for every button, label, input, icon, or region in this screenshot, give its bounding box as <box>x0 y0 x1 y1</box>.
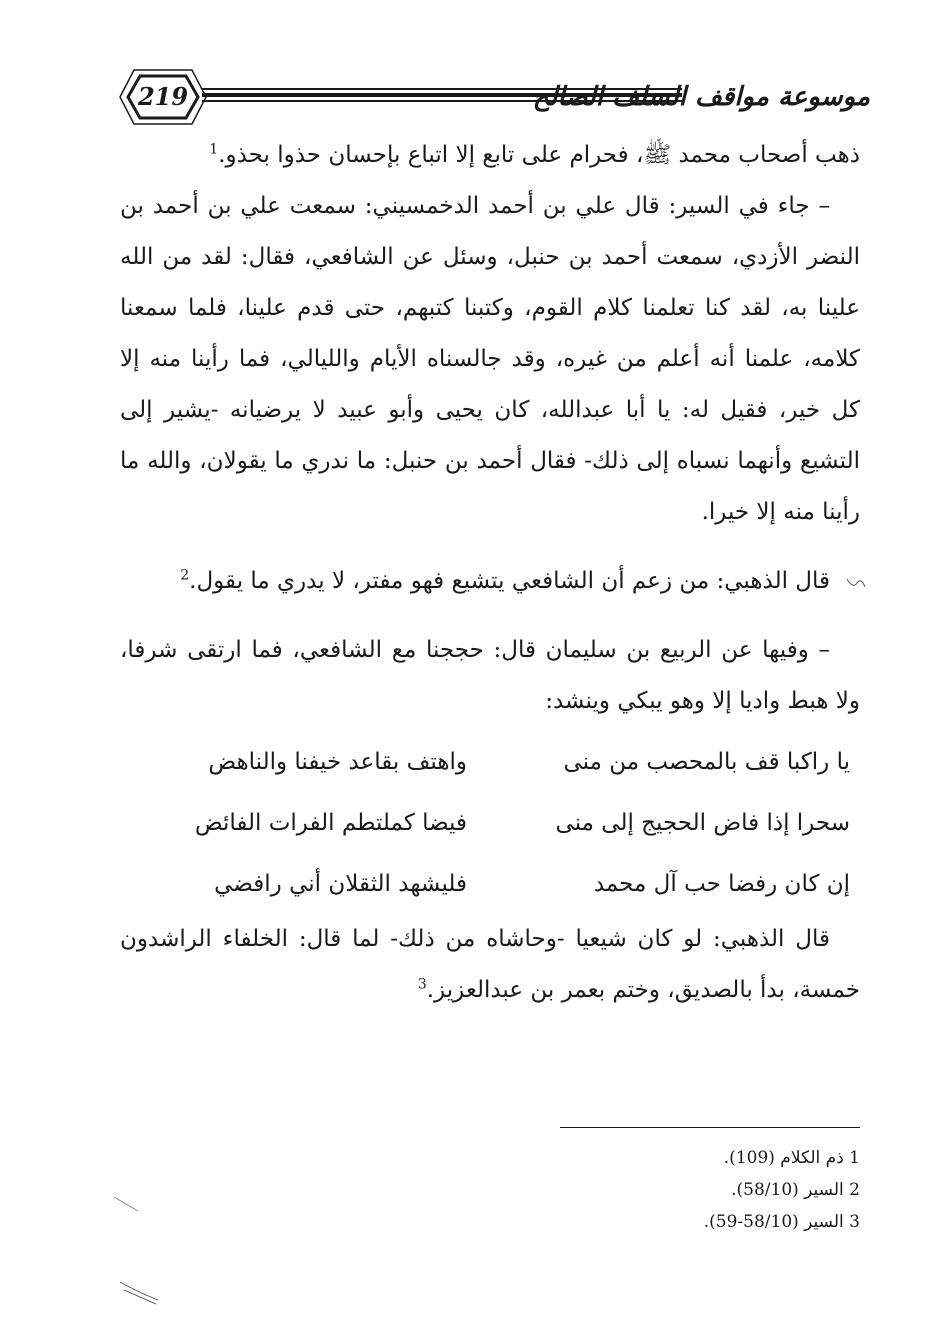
poem-verse <box>120 731 860 792</box>
book-title: موسوعة مواقف السلف الصالح <box>532 82 870 112</box>
poem-verse <box>120 792 860 853</box>
footnote-2: 2 السير (58/10). <box>731 1180 860 1200</box>
footnote-1: 1 ذم الكلام (109). <box>723 1148 860 1168</box>
pen-mark <box>112 1195 142 1215</box>
paragraph-3: قال الذهبي: من زعم أن الشافعي يتشيع فهو مفتر، لا يدري ما يقول.$^2$ <box>180 567 830 594</box>
main-text <box>120 130 860 1016</box>
page-number-badge <box>118 66 208 128</box>
verse-first-hemistich: إن كان رفضا حب آل محمد <box>593 870 850 897</box>
footnote-ref-1: 1 <box>209 141 219 158</box>
footnote-3: 3 السير (58/10-59). <box>703 1212 860 1232</box>
verse-first-hemistich: سحرا إذا فاض الحجيج إلى منى <box>555 809 850 836</box>
paragraph-2: – جاء في السير: قال علي بن أحمد الدخمسيني: سمعت علي بن أحمد بن النضر الأزدي، سمعت أحمد بن حنبل، وسئل عن الشافعي، فقال: لقد من الله علينا به، لقد كنا تعلمنا كلام القوم، وكتبنا كتبهم، حتى قدم علينا، فلما سمعنا كلامه، علمنا أنه أعلم من غيره، وقد جالسناه الأيام والليالي، فما رأينا منه إلا كل خير، فقيل له: يا أبا عبدالله، كان يحيى وأبو عبيد لا يرضيانه -يشير إلى التشيع وأنهما نسباه إلى ذلك- فقال أحمد بن حنبل: ما ندري ما يقولان، والله ما رأينا منه إلا خيرا. <box>120 193 860 525</box>
poem-verse <box>120 853 860 914</box>
verse-second-hemistich: واهتف بقاعد خيفنا والناهض <box>208 748 467 775</box>
paragraph-closing: قال الذهبي: لو كان شيعيا -وحاشاه من ذلك- لما قال: الخلفاء الراشدون خمسة، بدأ بالصديق، وختم بعمر بن عبدالعزيز.$^3$ <box>120 926 860 1003</box>
page-header <box>118 66 870 128</box>
verse-second-hemistich: فليشهد الثقلان أني رافضي <box>214 870 467 897</box>
footnote-ref-3: 3 <box>417 976 427 993</box>
paragraph-1: ذهب أصحاب محمد ﷺ، فحرام على تابع إلا اتباع بإحسان حذوا بحذو.$^1$ <box>209 141 860 168</box>
poem <box>120 731 860 914</box>
footnote-ref-2: 2 <box>180 567 190 584</box>
verse-second-hemistich: فيضا كملتطم الفرات الفائض <box>194 809 467 836</box>
footnote-separator <box>560 1127 860 1128</box>
footnotes <box>460 1142 860 1238</box>
paragraph-4: – وفيها عن الربيع بن سليمان قال: حججنا مع الشافعي، فما ارتقى شرفا، ولا هبط واديا إلا وهو يبكي وينشد: <box>120 637 860 714</box>
verse-first-hemistich: يا راكبا قف بالمحصب من منى <box>563 748 850 775</box>
pen-mark <box>118 1280 162 1306</box>
pen-mark <box>845 575 867 593</box>
page-number: 219 <box>137 82 189 111</box>
